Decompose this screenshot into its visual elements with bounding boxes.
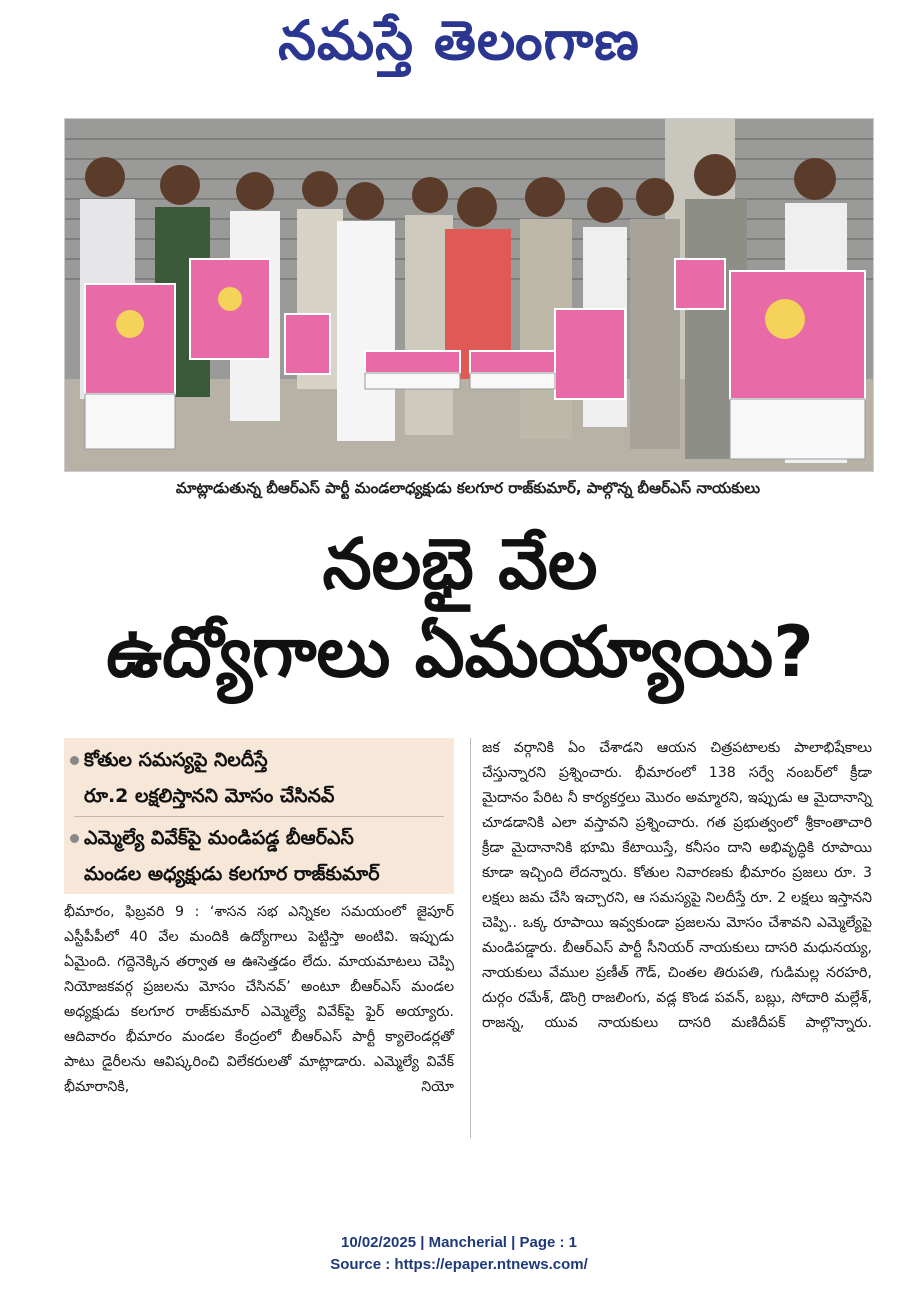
article-column-right (482, 736, 872, 1156)
footer-source[interactable]: Source : https://epaper.ntnews.com/ (330, 1256, 588, 1273)
bullet-icon (70, 756, 79, 765)
highlight-line: మండల అధ్యక్షుడు కలగూర రాజ్‌కుమార్ (84, 863, 380, 885)
highlight-line: ఎమ్మెల్యే వివేక్‌పై మండిపడ్డ బీఆర్ఎస్ (84, 827, 354, 849)
article-column-left (64, 900, 454, 1160)
bullet-icon (70, 834, 79, 843)
highlight-line: కోతుల సమస్యపై నిలదీస్తే (84, 749, 268, 771)
news-photo (64, 118, 874, 472)
masthead-logo: నమస్తే తెలంగాణ (278, 9, 640, 72)
column-divider (470, 738, 471, 1138)
article-text-left: భీమారం, ఫిబ్రవరి 9 : ‘శాసన సభ ఎన్నికల సమయంలో జైపూర్ ఎస్టీపీపీలో 40 వేల మందికి ఉద్యోగాలు పెట్టిస్తా అంటివి. ఇప్పుడు ఏమైంది. గద్దెనెక్కిన తర్వాత ఆ ఊసెత్తడం లేదు. మాయమాటలు చెప్పి నియోజకవర్గ ప్రజలను మోసం చేసినవ్’ అంటూ బీఆర్ఎస్ మండల అధ్యక్షుడు కలగూర రాజ్‌కుమార్ ఎమ్మెల్యే వివేక్‌పై ఫైర్ అయ్యారు. ఆదివారం భీమారం మండల కేంద్రంలో బీఆర్ఎస్ పార్టీ క్యాలెండర్లతో పాటు డైరీలను ఆవిష్కరించి విలేకరులతో మాట్లాడారు. ఎమ్మెల్యే వివేక్ భీమారానికి, నియో (64, 904, 454, 1095)
headline-line-2: ఉద్యోగాలు ఏమయ్యాయి? (106, 611, 814, 693)
highlight-divider (74, 816, 444, 817)
footer-date-edition: 10/02/2025 | Mancherial | Page : 1 (340, 1234, 578, 1251)
footer (0, 1232, 918, 1276)
highlight-item (84, 820, 444, 892)
headline-line-1: నలభై వేల (322, 523, 598, 605)
highlight-item (84, 742, 444, 814)
headline (40, 520, 880, 696)
article-text-right: జక వర్గానికి ఏం చేశాడని ఆయన చిత్రపటాలకు పాలాభిషేకాలు చేస్తున్నారని ప్రశ్నించారు. భీమారంలో 138 సర్వే నంబర్‌లో క్రీడా మైదానం పేరిట నీ కార్యకర్తలు మొరం అమ్మారని, ఇప్పుడు ఆ మైదానాన్ని చూడడానికి ఎలా వస్తావని ప్రశ్నించారు. గత ప్రభుత్వంలో శ్రీకాంతాచారి క్రీడా మైదానానికి భూమి కేటాయిస్తే, కనీసం దాని అభివృద్ధికి రూపాయి కూడా ఇచ్చింది లేదన్నారు. కోతుల నివారణకు భీమారం ప్రజలు రూ. 3 లక్షలు జమ చేసి ఇచ్చారని, ఆ సమస్యపై నిలదీస్తే రూ. 2 లక్షలు ఇస్తానని చెప్పి.. ఒక్క రూపాయి ఇవ్వకుండా ప్రజలను మోసం చేశావని ఎమ్మెల్యేపై మండిపడ్డారు. బీఆర్ఎస్ పార్టీ సీనియర్ నాయకులు దాసరి మధునయ్య, నాయకులు వేముల ప్రణీత్ గౌడ్, చింతల తిరుపతి, గుడిమల్ల నరహరి, దుర్గం రమేశ్, డొంగ్రి రాజలింగు, వడ్ల కొండ పవన్, బబ్లు, సోదారి మల్లేశ్, రాజన్న, యువ నాయకులు దాసరి మణిదీపక్ పాల్గొన్నారు. (482, 740, 872, 1031)
photo-caption: మాట్లాడుతున్న బీఆర్ఎస్ పార్టీ మండలాధ్యక్షుడు కలగూర రాజ్‌కుమార్, పాల్గొన్న బీఆర్ఎస్ నాయకులు (175, 479, 761, 497)
highlights-box (64, 738, 454, 894)
highlight-line: రూ.2 లక్షలిస్తానని మోసం చేసినవ్ (84, 785, 335, 807)
